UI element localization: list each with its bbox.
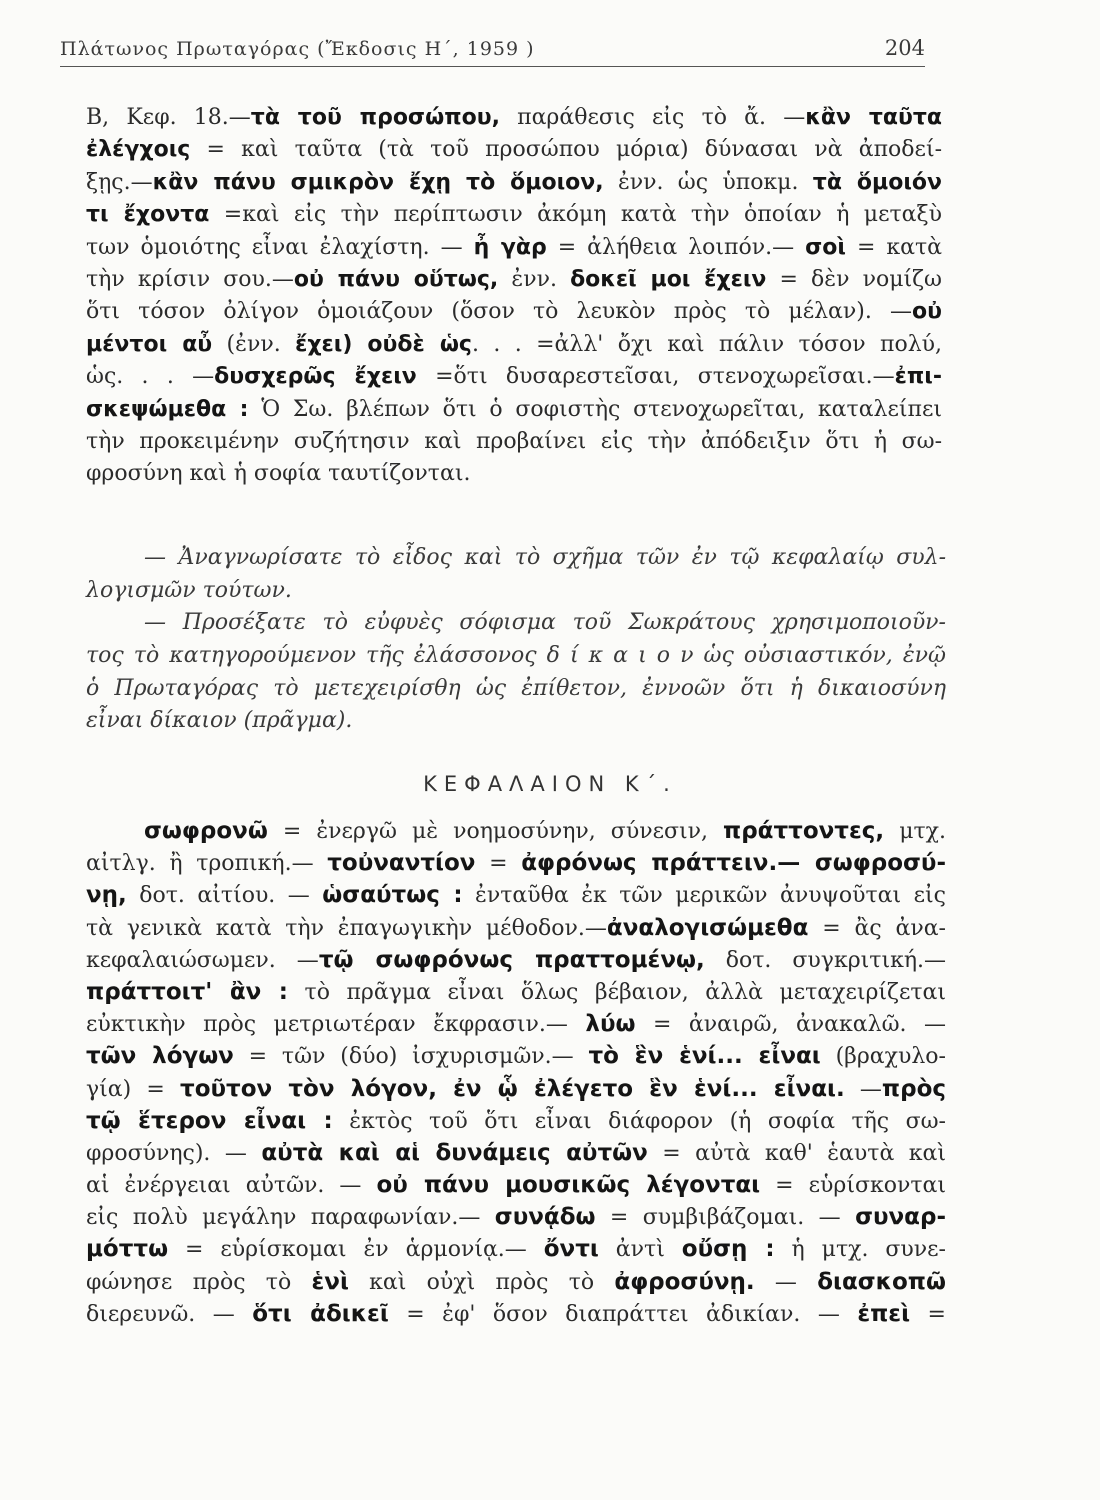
questions-line: λογισμῶν τούτων.	[86, 577, 292, 603]
section2-line: φώνησε πρὸς τὸ ἑνὶ καὶ οὐχὶ πρὸς τὸ ἀφροσύνῃ. — διασκοπῶ	[86, 1268, 946, 1295]
review-questions	[86, 542, 946, 738]
section1-line: τὴν προκειμένην συζήτησιν καὶ προβαίνει εἰς τὴν ἀπόδειξιν ὅτι ἡ σω-	[86, 428, 942, 454]
section1-line: ὅτι τόσον ὀλίγον ὁμοιάζουν (ὅσον τὸ λευκὸν πρὸς τὸ μέλαν). —οὐ	[86, 299, 942, 325]
section2-line: πράττοιτ' ἂν : τὸ πρᾶγμα εἶναι ὅλως βέβαιον, ἀλλὰ μεταχειρίζεται	[86, 978, 947, 1005]
commentary-chapter-18	[86, 102, 942, 491]
section2-line: σωφρονῶ = ἐνεργῶ μὲ νοημοσύνην, σύνεσιν, πράττοντες, μτχ.	[144, 818, 946, 844]
section1-line: ἐλέγχοις = καὶ ταῦτα (τὰ τοῦ προσώπου μόρια) δύνασαι νὰ ἀποδεί-	[86, 137, 942, 163]
commentary-chapter-20	[86, 815, 946, 1330]
section1-line: σκεψώμεθα : Ὁ Σω. βλέπων ὅτι ὁ σοφιστὴς στενοχωρεῖται, καταλείπει	[86, 396, 943, 422]
section1-line: τι ἔχοντα =καὶ εἰς τὴν περίπτωσιν ἀκόμη κατὰ τὴν ὁποίαν ἡ μεταξὺ	[86, 202, 942, 228]
section2-line: μόττω = εὑρίσκομαι ἐν ἁρμονίᾳ.— ὄντι ἀντὶ οὔσῃ : ἡ μτχ. συνε-	[86, 1236, 946, 1263]
chapter-heading: ΚΕΦΑΛΑΙΟΝ Κ΄.	[423, 772, 677, 796]
section1-line: των ὁμοιότης εἶναι ἐλαχίστη. — ἦ γὰρ = ἀλήθεια λοιπόν.— σοὶ = κατὰ	[86, 234, 942, 260]
section1-line: μέντοι αὖ (ἐνν. ἔχει) οὐδὲ ὡς. . . =ἀλλ' ὄχι καὶ πάλιν τόσον πολύ,	[86, 331, 943, 357]
section2-line: φροσύνης). — αὐτὰ καὶ αἱ δυνάμεις αὐτῶν = αὐτὰ καθ' ἑαυτὰ καὶ	[86, 1139, 947, 1166]
section2-line: εἰς πολὺ μεγάλην παραφωνίαν.— συνᾴδω = συμβιβάζομαι. — συναρ-	[86, 1204, 946, 1231]
section2-line: διερευνῶ. — ὅτι ἀδικεῖ = ἐφ' ὅσον διαπράττει ἀδικίαν. — ἐπεὶ =	[86, 1300, 946, 1327]
section2-line: τῶν λόγων = τῶν (δύο) ἰσχυρισμῶν.— τὸ ἓν ἑνί... εἶναι (βραχυλο-	[86, 1043, 946, 1070]
section2-line: κεφαλαιώσωμεν. —τῷ σωφρόνως πραττομένῳ, δοτ. συγκριτική.—	[86, 946, 946, 973]
header-title: Πλάτωνος Πρωταγόρας (Ἔκδοσις Η΄, 1959 )	[60, 38, 535, 60]
section2-line: αἰτλγ. ἢ τροπική.— τοὐναντίον = ἀφρόνως πράττειν.— σωφροσύ-	[86, 850, 947, 877]
section1-line: τὴν κρίσιν σου.—οὐ πάνυ οὕτως, ἐνν. δοκεῖ μοι ἔχειν = δὲν νομίζω	[86, 266, 942, 292]
questions-line: — Ἀναγνωρίσατε τὸ εἶδος καὶ τὸ σχῆμα τῶν ἐν τῷ κεφαλαίῳ συλ-	[144, 545, 946, 570]
questions-line: τος τὸ κατηγορούμενον τῆς ἐλάσσονος δ ί κ α ι ο ν ὡς οὐσιαστικόν, ἐνῷ	[86, 643, 946, 669]
section2-line: εὐκτικὴν πρὸς μετριωτέραν ἔκφρασιν.— λύω = ἀναιρῶ, ἀνακαλῶ. —	[86, 1011, 946, 1038]
section1-line: ὡς. . . —δυσχερῶς ἔχειν =ὅτι δυσαρεστεῖσαι, στενοχωρεῖσαι.—ἐπι-	[86, 364, 942, 390]
section1-line: Β, Κεφ. 18.—τὰ τοῦ προσώπου, παράθεσις εἰς τὸ ἄ. —κἂν ταῦτα	[86, 105, 942, 130]
section1-line: ξῃς.—κἂν πάνυ σμικρὸν ἔχῃ τὸ ὅμοιον, ἐνν. ὡς ὑποκμ. τὰ ὅμοιόν	[86, 169, 942, 195]
section2-line: τὰ γενικὰ κατὰ τὴν ἐπαγωγικὴν μέθοδον.—ἀναλογισώμεθα = ἂς ἀνα-	[86, 914, 946, 941]
questions-line: ὁ Πρωταγόρας τὸ μετεχειρίσθη ὡς ἐπίθετον, ἐννοῶν ὅτι ἡ δικαιοσύνη	[86, 675, 946, 701]
page-number: 204	[884, 36, 925, 60]
questions-line: εἶναι δίκαιον (πρᾶγμα).	[86, 708, 353, 734]
section1-line: φροσύνη καὶ ἡ σοφία ταυτίζονται.	[86, 461, 471, 487]
section2-line: τῷ ἕτερον εἶναι : ἐκτὸς τοῦ ὅτι εἶναι διάφορον (ἡ σοφία τῆς σω-	[86, 1107, 946, 1134]
section2-line: αἱ ἐνέργειαι αὐτῶν. — οὐ πάνυ μουσικῶς λέγονται = εὑρίσκονται	[86, 1172, 947, 1199]
running-header	[60, 32, 925, 67]
questions-line: — Προσέξατε τὸ εὐφυὲς σόφισμα τοῦ Σωκράτους χρησιμοποιοῦν-	[144, 610, 946, 636]
section2-line: γία) = τοῦτον τὸν λόγον, ἐν ᾧ ἐλέγετο ἓν ἑνί... εἶναι. —πρὸς	[86, 1075, 946, 1102]
section2-line: νῃ, δοτ. αἰτίου. — ὡσαύτως : ἐνταῦθα ἐκ τῶν μερικῶν ἀνυψοῦται εἰς	[86, 882, 946, 909]
